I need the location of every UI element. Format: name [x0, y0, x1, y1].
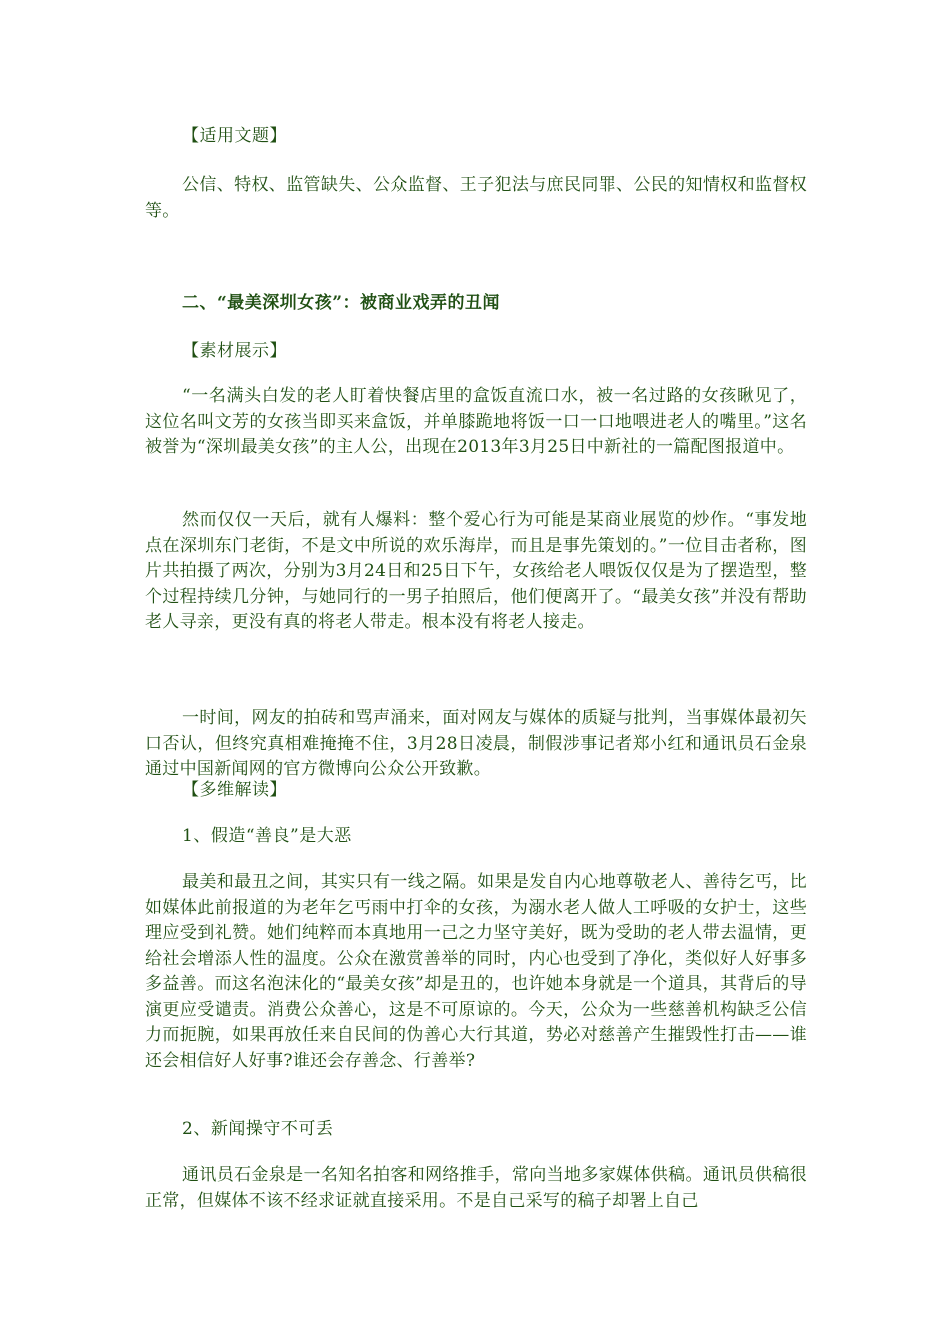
applicable-label: 【适用文题】: [182, 126, 287, 146]
analysis-label: 【多维解读】: [182, 780, 287, 800]
section-heading-two: 二、“最美深圳女孩”：被商业戏弄的丑闻: [182, 293, 501, 313]
material-paragraph-3: 一时间，网友的拍砖和骂声涌来，面对网友与媒体的质疑与批判，当事媒体最初矢口否认，但终究真相难掩掩不住，3月28日凌晨，制假涉事记者郑小红和通讯员石金泉通过中国新闻网的官方微博向公众公开致歉。: [145, 708, 807, 779]
point-1-paragraph: 最美和最丑之间，其实只有一线之隔。如果是发自内心地尊敬老人、善待乞丐，比如媒体此前报道的为老年乞丐雨中打伞的女孩，为溺水老人做人工呼吸的女护士，这些理应受到礼赞。她们纯粹而本真地用一己之力坚守美好，既为受助的老人带去温情，更给社会增添人性的温度。公众在激赏善举的同时，内心也受到了净化，类似好人好事多多益善。而这名泡沫化的“最美女孩”却是丑的，也许她本身就是一个道具，其背后的导演更应受谴责。消费公众善心，这是不可原谅的。今天，公众为一些慈善机构缺乏公信力而扼腕，如果再放任来自民间的伪善心大行其道，势必对慈善产生摧毁性打击——谁还会相信好人好事?谁还会存善念、行善举?: [145, 872, 807, 1071]
material-paragraph-1: “一名满头白发的老人盯着快餐店里的盒饭直流口水，被一名过路的女孩瞅见了，这位名叫文芳的女孩当即买来盒饭，并单膝跪地将饭一口一口地喂进老人的嘴里。”这名被誉为“深圳最美女孩”的主人公，出现在2013年3月25日中新社的一篇配图报道中。: [145, 386, 807, 457]
material-paragraph-2: 然而仅仅一天后，就有人爆料：整个爱心行为可能是某商业展览的炒作。“事发地点在深圳东门老街，不是文中所说的欢乐海岸，而且是事先策划的。”一位目击者称，图片共拍摄了两次，分别为3月24日和25日下午，女孩给老人喂饭仅仅是为了摆造型，整个过程持续几分钟，与她同行的一男子拍照后，他们便离开了。“最美女孩”并没有帮助老人寻亲，更没有真的将老人带走。根本没有将老人接走。: [145, 510, 807, 632]
material-label: 【素材展示】: [182, 341, 287, 361]
point-2-title: 2、新闻操守不可丢: [182, 1119, 334, 1139]
point-2-paragraph: 通讯员石金泉是一名知名拍客和网络推手，常向当地多家媒体供稿。通讯员供稿很正常，但媒体不该不经求证就直接采用。不是自己采写的稿子却署上自己: [145, 1165, 807, 1211]
applicable-text: 公信、特权、监管缺失、公众监督、王子犯法与庶民同罪、公民的知情权和监督权等。: [145, 175, 807, 221]
point-1-title: 1、假造“善良”是大恶: [182, 826, 352, 846]
